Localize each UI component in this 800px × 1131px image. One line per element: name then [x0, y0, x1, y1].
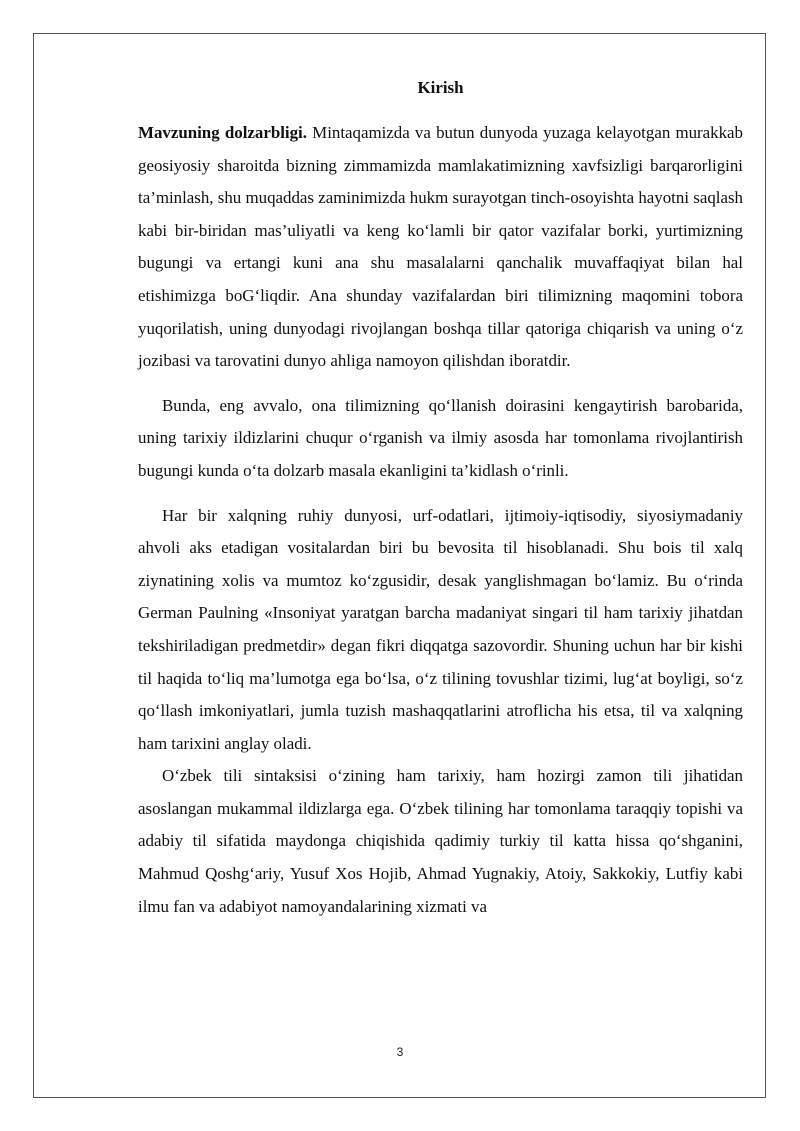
page-number: 3 [396, 1045, 404, 1059]
document-body [138, 72, 743, 923]
paragraph: Bunda, eng avvalo, ona tilimizning qo‘llanish doirasini kengaytirish barobarida, uning tarixiy ildizlarini chuqur o‘rganish va ilmiy asosda har tomonlama rivojlantirish bugungi kunda o‘ta dolzarb masala ekanligini ta’kidlash o‘rinli. [138, 395, 743, 480]
paragraph: Har bir xalqning ruhiy dunyosi, urf-odatlari, ijtimoiy-iqtisodiy, siyosiymadaniy ahvoli aks etadigan vositalardan biri bu bevosita til hisoblanadi. Shu bois til xalq ziynatining xolis va mumtoz ko‘zgusidir, desak yanglishmagan bo‘lamiz. Bu o‘rinda German Paulning «Insoniyat yaratgan barcha madaniyat singari til ham tarixiy jihatdan tekshiriladigan predmetdir» degan fikri diqqatga sazovordir. Shuning uchun har bir kishi til haqida to‘liq ma’lumotga ega bo‘lsa, o‘z tilining tovushlar tizimi, lug‘at boyligi, so‘z qo‘llash imkoniyatlari, jumla tuzish mashaqqatlarini atroflicha his etsa, til va xalqning ham tarixini anglay oladi. [138, 505, 743, 753]
paragraph-relevance [138, 117, 743, 378]
document-title: Kirish [417, 78, 464, 97]
paragraph-lead: Mavzuning dolzarbligi. [138, 123, 307, 142]
paragraph: O‘zbek tili sintaksisi o‘zining ham tarixiy, ham hozirgi zamon tili jihatidan asoslangan mukammal ildizlarga ega. O‘zbek tilining har tomonlama taraqqiy topishi va adabiy til sifatida maydonga chiqishida qadimiy turkiy til katta hissa qo‘shganini, Mahmud Qoshg‘ariy, Yusuf Xos Hojib, Ahmad Yugnakiy, Atoiy, Sakkokiy, Lutfiy kabi ilmu fan va adabiyot namoyandalarining xizmati va [138, 766, 743, 916]
paragraph-text: Mintaqamizda va butun dunyoda yuzaga kelayotgan murakkab geosiyosiy sharoitda bizning zimmamizda mamlakatimizning xavfsizligi barqarorligini ta’minlash, shu muqaddas zaminimizda hukm surayotgan tinch-osoyishta hayotni saqlash kabi bir-biridan mas’uliyatli va keng ko‘lamli bir qator vazifalar borki, yurtimizning bugungi va ertangi kuni ana shu masalalarni qanchalik muvaffaqiyat bilan hal etishimizga boG‘liqdir. Ana shunday vazifalardan biri tilimizning maqomini tobora yuqorilatish, uning dunyodagi rivojlangan boshqa tillar qatoriga chiqarish va uning o‘z jozibasi va tarovatini dunyo ahliga namoyon qilishdan iboratdir. [138, 123, 744, 371]
